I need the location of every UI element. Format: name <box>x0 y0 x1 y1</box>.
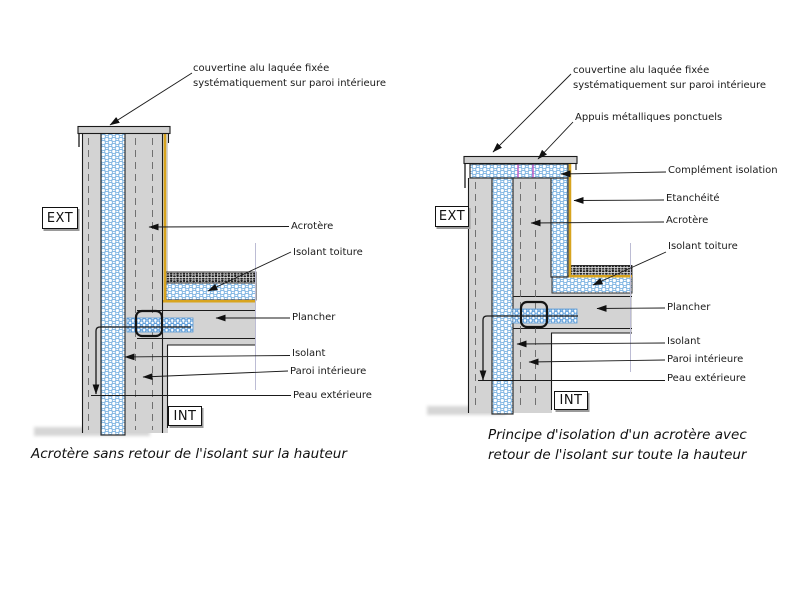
right-label-couvertine-line2: systématiquement sur paroi intérieure <box>573 80 767 91</box>
left-roof-insulation <box>166 283 256 300</box>
right-label-etancheite: Etanchéité <box>666 193 720 204</box>
right-label-isolant-toiture: Isolant toiture <box>668 241 738 252</box>
left-label-plancher: Plancher <box>292 312 336 323</box>
left-label-couvertine-line2: systématiquement sur paroi intérieure <box>193 78 387 89</box>
left-roof-membrane <box>166 272 256 283</box>
right-top-complement-insulation <box>470 164 568 178</box>
leader-appuis <box>538 122 573 159</box>
right-caption <box>488 425 747 465</box>
left-label-paroi-interieure: Paroi intérieure <box>290 366 367 377</box>
left-int-marker: INT <box>168 406 202 426</box>
left-ext-marker: EXT <box>42 207 78 229</box>
right-label-isolant: Isolant <box>667 336 701 347</box>
left-caption: Acrotère sans retour de l'isolant sur la hauteur <box>31 446 347 462</box>
right-wall-insulation-strip <box>492 178 513 414</box>
right-roof-membrane <box>570 266 632 277</box>
right-ext-marker: EXT <box>435 206 469 227</box>
right-label-couvertine-line1: couvertine alu laquée fixée <box>573 65 710 76</box>
left-label-acrotere: Acrotère <box>291 221 334 232</box>
leader-complement-isolation <box>561 172 666 174</box>
right-label-complement-isolation: Complément isolation <box>668 165 778 176</box>
left-section <box>34 73 291 436</box>
right-label-peau-exterieure: Peau extérieure <box>667 373 746 384</box>
left-label-isolant: Isolant <box>292 348 326 359</box>
right-label-acrotere: Acrotère <box>666 215 709 226</box>
right-label-appuis: Appuis métalliques ponctuels <box>575 112 723 123</box>
leader-couvertine <box>493 74 571 152</box>
leader-etancheite <box>574 200 664 201</box>
left-label-isolant-toiture: Isolant toiture <box>293 247 363 258</box>
right-int-marker: INT <box>554 391 588 410</box>
right-label-paroi-interieure: Paroi intérieure <box>667 354 744 365</box>
left-label-couvertine-line1: couvertine alu laquée fixée <box>193 63 330 74</box>
right-label-plancher: Plancher <box>667 302 711 313</box>
right-return-insulation-strip <box>551 178 568 277</box>
right-caption-line2: retour de l'isolant sur toute la hauteur <box>488 447 747 463</box>
right-roof-insulation <box>552 277 632 293</box>
leader-couvertine <box>110 73 192 125</box>
leader-acrotere <box>149 227 289 228</box>
right-section <box>427 74 666 415</box>
left-label-peau-exterieure: Peau extérieure <box>293 390 372 401</box>
left-wall-insulation-strip <box>101 133 125 435</box>
right-caption-line1: Principe d'isolation d'un acrotère avec <box>488 427 747 443</box>
left-label-couvertine <box>193 61 386 91</box>
leader-plancher <box>597 308 665 309</box>
right-label-couvertine <box>573 63 766 93</box>
